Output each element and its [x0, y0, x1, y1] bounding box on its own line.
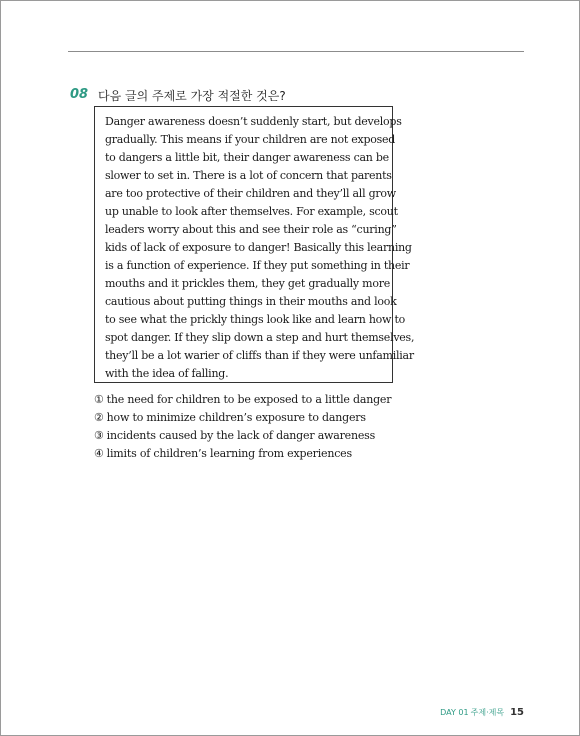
- question-number: 08: [70, 87, 89, 102]
- footer-topic: 주제·제목: [470, 708, 505, 717]
- choice-number: ①: [94, 393, 104, 406]
- choice-text: incidents caused by the lack of danger awareness: [106, 429, 376, 442]
- passage-line: are too protective of their children and they’ll all grow: [105, 187, 396, 200]
- passage-line: spot danger. If they slip down a step and hurt themselves,: [105, 331, 415, 344]
- choice-1[interactable]: [94, 391, 391, 409]
- passage-line: to see what the prickly things look like and learn how to: [105, 313, 406, 326]
- choice-4[interactable]: [94, 445, 391, 463]
- passage-box: [94, 106, 415, 383]
- choice-2[interactable]: [94, 409, 391, 427]
- passage-line: up unable to look after themselves. For example, scout: [105, 205, 398, 218]
- footer-day: DAY 01: [440, 708, 469, 717]
- passage-line: gradually. This means if your children are not exposed: [105, 133, 396, 146]
- passage-line: kids of lack of exposure to danger! Basically this learning: [105, 241, 412, 254]
- choice-3[interactable]: [94, 427, 391, 445]
- question-prompt: 다음 글의 주제로 가장 적절한 것은?: [98, 89, 286, 103]
- passage-line: to dangers a little bit, their danger awareness can be: [105, 151, 389, 164]
- page-footer: [440, 700, 524, 719]
- choice-number: ③: [94, 429, 104, 442]
- choice-number: ④: [94, 447, 104, 460]
- answer-choices: [94, 391, 391, 463]
- choice-text: the need for children to be exposed to a little danger: [106, 393, 392, 406]
- passage-line: is a function of experience. If they put something in their: [105, 259, 410, 272]
- passage-line: cautious about putting things in their mouths and look: [105, 295, 397, 308]
- passage-line: Danger awareness doesn’t suddenly start, but develops: [105, 115, 402, 128]
- top-divider: [68, 51, 524, 52]
- passage-line: leaders worry about this and see their role as “curing”: [105, 223, 397, 236]
- passage-line: slower to set in. There is a lot of concern that parents: [105, 169, 392, 182]
- passage-line: they’ll be a lot warier of cliffs than if they were unfamiliar: [105, 349, 414, 362]
- passage-line: with the idea of falling.: [105, 367, 229, 380]
- choice-number: ②: [94, 411, 104, 424]
- choice-text: limits of children’s learning from experiences: [106, 447, 352, 460]
- page-number: 15: [510, 707, 524, 718]
- choice-text: how to minimize children’s exposure to dangers: [106, 411, 366, 424]
- passage-line: mouths and it prickles them, they get gradually more: [105, 277, 390, 290]
